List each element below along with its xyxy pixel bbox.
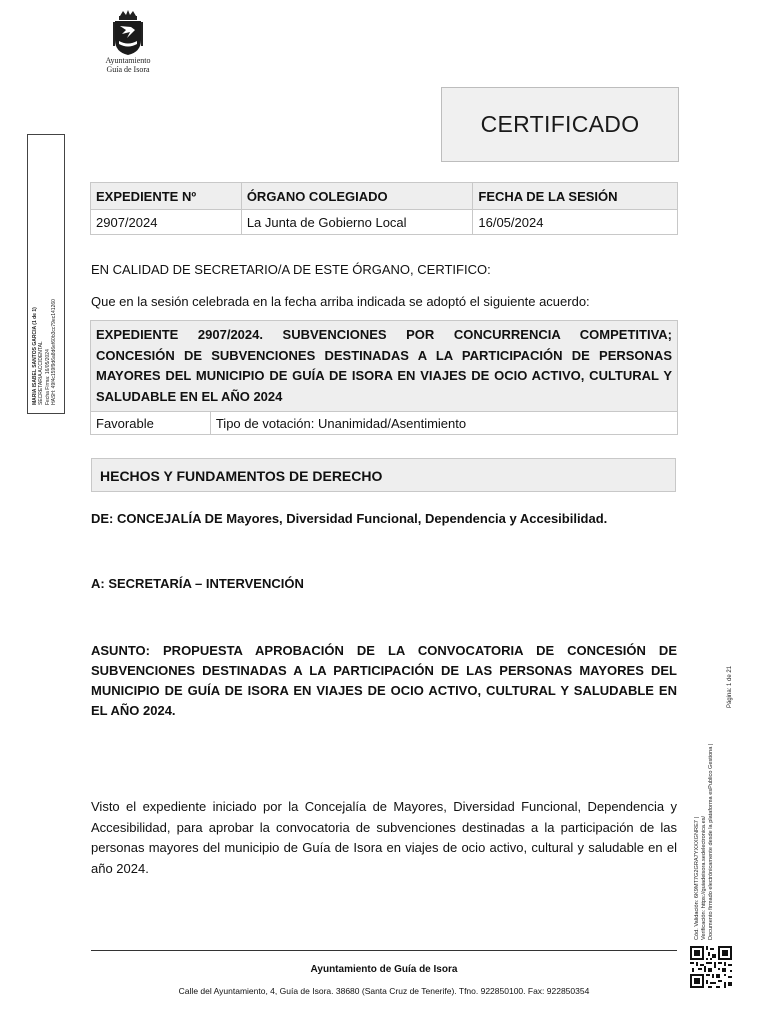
visto-paragraph: Visto el expediente iniciado por la Concejalía de Mayores, Diversidad Funcional, Dependencia y Accesibilidad, para aprobar la convocatoria de subvenciones destinadas a la participación de las personas mayores del municipio de Guía de Isora en viajes de ocio activo, cultural y saludable en el año 2024. <box>91 799 677 876</box>
footer-organization: Ayuntamiento de Guía de Isora <box>310 964 458 975</box>
agreement-result: Favorable <box>91 412 211 435</box>
certificate-title: CERTIFICADO <box>480 111 640 137</box>
agreement-title: EXPEDIENTE 2907/2024. SUBVENCIONES POR CONCURRENCIA COMPETITIVA; CONCESIÓN DE SUBVENCIONES DESTINADAS A LA PARTICIPACIÓN DE PERSONAS MAYORES DEL MUNICIPIO DE GUÍA DE ISORA EN VIAJES DE OCIO ACTIVO, CULTURAL Y SALUDABLE EN EL AÑO 2024 <box>91 321 678 412</box>
subject-paragraph: ASUNTO: PROPUESTA APROBACIÓN DE LA CONVOCATORIA DE CONCESIÓN DE SUBVENCIONES DESTINADAS A LA PARTICIPACIÓN DE LAS PERSONAS MAYORES DEL MUNICIPIO DE GUÍA DE ISORA EN VIAJES DE OCIO ACTIVO, CULTURAL Y SALUDABLE EN EL AÑO 2024. <box>91 643 677 718</box>
page-number: Página: 1 de 21 <box>727 665 733 708</box>
municipal-logo <box>96 10 160 74</box>
certify-statement: EN CALIDAD DE SECRETARIO/A DE ESTE ÓRGANO, CERTIFICO: <box>91 262 491 277</box>
section-heading <box>91 458 676 492</box>
agreement-title-row <box>91 321 678 412</box>
validation-code: Cód. Validación: 6K9MT7G2GRA7YXXXGNRE7 | <box>694 817 700 940</box>
agreement-result-row <box>91 412 678 435</box>
to-line: A: SECRETARÍA – INTERVENCIÓN <box>91 576 304 591</box>
signer-name: MARIA ISABEL SANTOS GARCIA (1 de 1) <box>32 307 38 405</box>
signer-role: SECRETARIA ACCIDENTAL <box>38 341 45 405</box>
logo-line-1: Ayuntamiento <box>105 56 151 65</box>
header-organo: ÓRGANO COLEGIADO <box>241 183 473 210</box>
session-meta-table <box>90 182 678 235</box>
value-expediente: 2907/2024 <box>91 210 242 235</box>
agreement-table <box>90 320 678 435</box>
signature-date: Fecha Firma: 16/05/2024 <box>44 349 51 405</box>
section-heading-text: HECHOS Y FUNDAMENTOS DE DERECHO <box>100 468 383 484</box>
from-line: DE: CONCEJALÍA DE Mayores, Diversidad Funcional, Dependencia y Accesibilidad. <box>91 511 608 526</box>
logo-line-2: Guía de Isora <box>106 65 150 74</box>
qr-code-icon <box>690 946 732 988</box>
coat-of-arms-icon <box>111 10 145 56</box>
validation-note: Documento firmado electrónicamente desde la plataforma esPublico Gestiona | <box>708 743 715 940</box>
value-fecha: 16/05/2024 <box>473 210 678 235</box>
footer-address: Calle del Ayuntamiento, 4, Guía de Isora. 38680 (Santa Cruz de Tenerife). Tfno. 922850100. Fax: 922850354 <box>178 986 590 996</box>
validation-url[interactable]: Verificación: https://guiadeisora.sedelectronica.es/ <box>701 815 708 940</box>
header-expediente: EXPEDIENTE Nº <box>91 183 242 210</box>
table-row <box>91 210 678 235</box>
table-header-row <box>91 183 678 210</box>
header-fecha: FECHA DE LA SESIÓN <box>473 183 678 210</box>
signature-stamp <box>27 134 65 414</box>
value-organo: La Junta de Gobierno Local <box>241 210 473 235</box>
footer-divider <box>91 950 677 951</box>
agreement-intro: Que en la sesión celebrada en la fecha arriba indicada se adoptó el siguiente acuerdo: <box>91 294 590 309</box>
vote-type: Tipo de votación: Unanimidad/Asentimiento <box>210 412 677 435</box>
signature-hash: HASH: 49f4c159f9d6a8d6ef60b3cc79ec141260 <box>50 299 57 405</box>
validation-info <box>694 628 716 940</box>
certificate-title-box <box>441 87 679 162</box>
